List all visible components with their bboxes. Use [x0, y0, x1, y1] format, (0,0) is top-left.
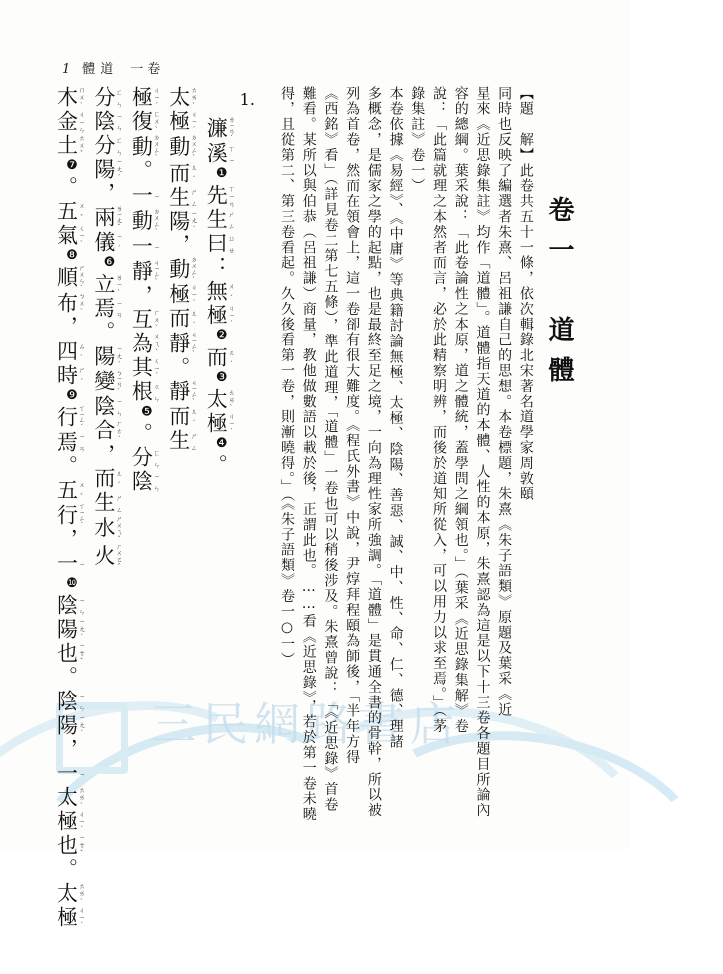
ruby-char: 極 ㄐㄧˊ — [204, 304, 236, 329]
footnote-marker: ❾ — [64, 387, 80, 406]
zhuyin-annotation: ㄇㄨˋ — [77, 86, 86, 110]
footnote-marker: ❹ — [214, 436, 230, 455]
plain-char: 。 — [204, 454, 229, 479]
ruby-char: 陽 ㄧㄤˊ — [91, 158, 123, 182]
zhuyin-annotation: ㄉㄨㄥˋ — [189, 255, 198, 284]
ruby-char: 陰 ㄧㄣ — [91, 395, 123, 420]
ruby-char: 生 ㄕㄥ — [204, 208, 236, 233]
main-passage-column — [160, 86, 197, 810]
plain-char: 。 — [54, 857, 79, 882]
zhuyin-annotation: ㄧㄤˊ — [114, 345, 123, 370]
ruby-char: 極 ㄐㄧˊ — [54, 905, 86, 930]
ruby-char: 靜 ㄐㄧㄥˋ — [166, 331, 198, 358]
ruby-char: 而 ㄦˊ — [204, 346, 236, 371]
ruby-char: 金 ㄐㄧㄣ — [54, 110, 86, 134]
zhuyin-annotation: ㄐㄧˊ — [152, 86, 161, 110]
zhuyin-annotation: ㄐㄧㄥˋ — [152, 259, 161, 286]
zhuyin-annotation: ㄧㄢ — [77, 430, 86, 455]
zhuyin-annotation: ㄐㄧˊ — [227, 304, 236, 329]
ruby-char: 互 ㄏㄨˋ — [129, 308, 161, 333]
plain-char: ， — [91, 443, 116, 468]
commentary-column: 得，且從第二、第三卷看起。久久後看第一卷，則漸曉得。」（《朱子語類》卷一○一） — [278, 86, 295, 668]
ruby-char: 變 ㄅㄧㄢˋ — [91, 369, 123, 396]
ruby-char: 五 ㄨˇ — [54, 200, 86, 224]
running-head-volume: 一卷 — [130, 62, 165, 77]
zhuyin-annotation: ㄐㄧˊ — [77, 809, 86, 834]
ruby-char: 也 ㄧㄝˇ — [54, 641, 86, 666]
zhuyin-annotation: ㄒㄧㄢ — [227, 184, 236, 209]
zhuyin-annotation: ㄧ — [77, 551, 86, 576]
zhuyin-annotation: ㄩㄝ — [227, 232, 236, 257]
zhuyin-annotation: ㄒㄧㄥˊ — [77, 404, 86, 431]
zhuyin-annotation: ㄐㄧㄣ — [77, 110, 86, 134]
ruby-char: 無 ㄨˊ — [204, 280, 236, 305]
ruby-char: 木 ㄇㄨˋ — [54, 86, 86, 110]
zhuyin-annotation: ㄐㄧˊ — [77, 905, 86, 930]
plain-char: 。 — [91, 321, 116, 346]
zhuyin-annotation: ㄒㄧㄥˊ — [77, 502, 86, 530]
ruby-char: 焉 ㄧㄢ — [54, 430, 86, 455]
zhuyin-annotation: ㄕㄨㄟˇ — [114, 515, 123, 543]
page-title: 卷一 道體 — [544, 196, 574, 396]
plain-char: 。 — [54, 665, 79, 690]
zhuyin-annotation: ㄧㄣ — [77, 689, 86, 714]
ruby-char: 分 ㄈㄣ — [91, 134, 123, 158]
ruby-char: 立 ㄌㄧˋ — [91, 273, 123, 298]
commentary-column: 多概念，是儒家之學的起點，也是最終至足之境，一向為理性家所強調。「道體」是貫通全書的骨幹，所以被 — [365, 86, 382, 819]
main-passage-column — [198, 86, 235, 810]
zhuyin-annotation: ㄧ — [152, 183, 161, 208]
ruby-char: 極 ㄐㄧˊ — [54, 809, 86, 834]
ruby-char: 而 ㄦˊ — [166, 307, 198, 332]
zhuyin-annotation: ㄕㄥ — [189, 185, 198, 210]
zhuyin-annotation: ㄏㄨㄛˇ — [114, 542, 123, 571]
ruby-char: 陰 ㄧㄣ — [54, 593, 86, 618]
zhuyin-annotation: ㄐㄧˊ — [189, 283, 198, 308]
zhuyin-annotation: ㄕㄥ — [114, 491, 123, 516]
ruby-char: 一 ㄧ — [54, 761, 86, 786]
zhuyin-annotation: ㄈㄣ — [114, 86, 123, 110]
plain-char: ， — [54, 527, 79, 552]
watermark-text: 三民網路書店 — [150, 697, 462, 751]
footnote-marker: ❼ — [64, 158, 80, 176]
zhuyin-annotation: ㄊㄞˋ — [227, 388, 236, 413]
zhuyin-annotation: ㄌㄧˋ — [114, 273, 123, 298]
zhuyin-annotation: ㄅㄧㄢˋ — [114, 369, 123, 396]
ruby-char: 溪 ㄒㄧ — [204, 142, 236, 167]
ruby-char: 順 ㄕㄨㄣˋ — [54, 264, 86, 292]
zhuyin-annotation: ㄌㄧㄢˊ — [227, 116, 236, 143]
plain-char: ， — [54, 737, 79, 762]
ruby-char: 儀 ㄧˊ — [91, 231, 123, 256]
page-number: 1 — [62, 62, 71, 77]
ruby-char: 濂 ㄌㄧㄢˊ — [204, 116, 236, 143]
ruby-char: 為 ㄨㄟˊ — [129, 332, 161, 357]
ruby-char: 時 ㄕˊ — [54, 363, 86, 388]
zhuyin-annotation: ㄐㄧˊ — [227, 412, 236, 437]
main-passage-column — [48, 86, 86, 930]
ruby-char: 極 ㄐㄧˊ — [129, 86, 161, 110]
commentary-column: 本卷依據《易經》、《中庸》等典籍討論無極、太極、陰陽、善惡、誠、中、性、命、仁、德、理諸 — [387, 86, 404, 750]
zhuyin-annotation: ㄨˊ — [227, 280, 236, 305]
ruby-char: 陽 ㄧㄤˊ — [54, 617, 86, 642]
plain-char: ， — [129, 284, 154, 309]
ruby-char: 曰 ㄩㄝ — [204, 232, 236, 257]
ruby-char: 動 ㄉㄨㄥˋ — [129, 134, 161, 162]
commentary-column: 【題 解】此卷共五十一條，依次輯錄北宋著名道學家周敦頤 — [517, 86, 534, 502]
zhuyin-annotation: ㄧㄣ — [114, 395, 123, 420]
zhuyin-annotation: ㄊㄞˋ — [77, 881, 86, 906]
zhuyin-annotation: ㄧㄤˊ — [114, 158, 123, 182]
commentary-column: 星來《近思錄集註》均作「道體」。道體指天道的本體、人性的本原，朱熹認為這是以下十三卷各題目所論內 — [474, 86, 491, 819]
ruby-char: 而 ㄦˊ — [166, 161, 198, 186]
ruby-char: 生 ㄕㄥ — [166, 185, 198, 210]
ruby-char: 陰 ㄧㄣ — [129, 470, 161, 495]
zhuyin-annotation: ㄍㄣ — [152, 380, 161, 405]
zhuyin-annotation: ㄦˊ — [189, 307, 198, 332]
plain-char: 。 — [129, 422, 154, 447]
zhuyin-annotation: ㄧㄤˊ — [77, 617, 86, 642]
zhuyin-annotation: ㄉㄨㄥˋ — [189, 134, 198, 162]
zhuyin-annotation: ㄐㄧㄥˋ — [189, 331, 198, 358]
zhuyin-annotation: ㄨˇ — [77, 200, 86, 224]
ruby-char: 分 ㄈㄣ — [91, 86, 123, 110]
ruby-char: 合 ㄏㄜˊ — [91, 419, 123, 444]
zhuyin-annotation: ㄧㄣ — [152, 470, 161, 495]
ruby-char: 陽 ㄧㄤˊ — [54, 713, 86, 738]
ruby-char: 極 ㄐㄧˊ — [166, 110, 198, 134]
zhuyin-annotation: ㄧㄤˊ — [189, 209, 198, 234]
plain-char: 。 — [129, 159, 154, 184]
zhuyin-annotation: ㄈㄣ — [152, 446, 161, 471]
zhuyin-annotation: ㄨˇ — [77, 478, 86, 503]
plain-char: 。 — [54, 176, 79, 200]
footnote-marker: ❸ — [214, 370, 230, 389]
ruby-char: 土 ㄊㄨˇ — [54, 134, 86, 158]
zhuyin-annotation: ㄌㄧㄤˇ — [114, 204, 123, 232]
plain-char: ： — [204, 256, 229, 281]
ruby-char: 陽 ㄧㄤˊ — [166, 209, 198, 234]
zhuyin-annotation: ㄑㄧˋ — [77, 224, 86, 248]
ruby-char: 焉 ㄧㄢ — [91, 297, 123, 322]
zhuyin-annotation: ㄑㄧˊ — [152, 356, 161, 381]
zhuyin-annotation: ㄕˊ — [77, 363, 86, 388]
commentary-column: 錄集註》卷一） — [409, 86, 426, 194]
ruby-char: 火 ㄏㄨㄛˇ — [91, 542, 123, 571]
plain-char: ， — [91, 182, 116, 206]
zhuyin-annotation: ㄊㄞˋ — [189, 86, 198, 110]
zhuyin-annotation: ㄏㄜˊ — [114, 419, 123, 444]
ruby-char: 一 ㄧ — [54, 551, 86, 576]
zhuyin-annotation: ㄧㄣ — [114, 110, 123, 134]
zhuyin-annotation: ㄕㄨㄣˋ — [77, 264, 86, 292]
commentary-column: 難看。某所以與伯恭（呂祖謙）商量，教他做數語以載於後，正謂此也。……看《近思錄》，若於第一卷未曉 — [300, 86, 317, 823]
zhuyin-annotation: ㄉㄨㄥˋ — [152, 134, 161, 162]
ruby-char: 水 ㄕㄨㄟˇ — [91, 515, 123, 543]
commentary-column: 容的總綱。葉采說：「此卷論性之本原，道之體統，蓋學問之綱領也。」（葉采《近思錄集解》卷 — [452, 86, 469, 735]
zhuyin-annotation: ㄐㄧㄥˋ — [189, 379, 198, 406]
zhuyin-annotation: ㄦˊ — [227, 346, 236, 371]
plain-char: 。 — [166, 356, 191, 381]
zhuyin-annotation: ㄈㄨˋ — [152, 110, 161, 134]
zhuyin-annotation: ㄙˋ — [77, 339, 86, 364]
ruby-char: 極 ㄐㄧˊ — [204, 412, 236, 437]
zhuyin-annotation: ㄐㄧˊ — [189, 110, 198, 134]
ruby-char: 一 ㄧ — [129, 235, 161, 260]
ruby-char: 氣 ㄑㄧˋ — [54, 224, 86, 248]
footnote-marker: ❷ — [214, 328, 230, 347]
ruby-char: 分 ㄈㄣ — [129, 446, 161, 471]
zhuyin-annotation: ㄉㄨㄥˋ — [152, 207, 161, 236]
ruby-char: 陽 ㄧㄤˊ — [91, 345, 123, 370]
footnote-marker: ❶ — [214, 166, 230, 185]
plain-char: ， — [54, 315, 79, 340]
zhuyin-annotation: ㄧˊ — [114, 231, 123, 256]
ruby-char: 也 ㄧㄝˇ — [54, 833, 86, 858]
vertical-text-body — [0, 86, 630, 930]
ruby-char: 靜 ㄐㄧㄥˋ — [129, 259, 161, 286]
zhuyin-annotation: ㄕㄥ — [227, 208, 236, 233]
zhuyin-annotation: ㄕㄥ — [189, 429, 198, 454]
footnote-marker: ❺ — [139, 404, 155, 423]
zhuyin-annotation: ㄧ — [77, 761, 86, 786]
ruby-char: 動 ㄉㄨㄥˋ — [129, 207, 161, 236]
ruby-char: 而 ㄦˊ — [166, 405, 198, 430]
ruby-char: 而 ㄦˊ — [91, 467, 123, 492]
entry-number: 1. — [239, 90, 255, 109]
footnote-marker: ❽ — [64, 248, 80, 266]
zhuyin-annotation: ㄦˊ — [189, 161, 198, 186]
zhuyin-annotation: ㄧㄝˇ — [77, 833, 86, 858]
zhuyin-annotation: ㄧㄤˊ — [77, 713, 86, 738]
ruby-char: 陰 ㄧㄣ — [91, 110, 123, 134]
ruby-char: 行 ㄒㄧㄥˊ — [54, 502, 86, 530]
zhuyin-annotation: ㄦˊ — [114, 467, 123, 492]
plain-char: 。 — [54, 454, 79, 479]
ruby-char: 先 ㄒㄧㄢ — [204, 184, 236, 209]
footnote-marker: ❻ — [101, 255, 117, 274]
zhuyin-annotation: ㄧㄝˇ — [77, 641, 86, 666]
commentary-column: 列為首卷，然而在領會上，這一卷卻有很大難度。《程氏外書》中說，尹焞拜程頤為師後，「半年方得 — [344, 86, 361, 765]
ruby-char: 陰 ㄧㄣ — [54, 689, 86, 714]
main-passage-column — [123, 86, 160, 810]
plain-char: ， — [166, 233, 191, 258]
ruby-char: 生 ㄕㄥ — [91, 491, 123, 516]
zhuyin-annotation: ㄒㄧ — [227, 142, 236, 167]
ruby-char: 一 ㄧ — [129, 183, 161, 208]
zhuyin-annotation: ㄨㄟˊ — [152, 332, 161, 357]
column-gutter — [259, 86, 272, 810]
ruby-char: 極 ㄐㄧˊ — [166, 283, 198, 308]
zhuyin-annotation: ㄦˊ — [189, 405, 198, 430]
ruby-char: 太 ㄊㄞˋ — [54, 881, 86, 906]
commentary-column: 同時也反映了編選者朱熹、呂祖謙自己的思想。本卷標題，朱熹《朱子語類》原題及葉采《近 — [496, 86, 513, 718]
footnote-marker: ❿ — [64, 575, 80, 594]
zhuyin-annotation: ㄏㄨˋ — [152, 308, 161, 333]
ruby-char: 太 ㄊㄞˋ — [166, 86, 198, 110]
ruby-char: 太 ㄊㄞˋ — [54, 785, 86, 810]
zhuyin-annotation: ㄅㄨˋ — [77, 291, 86, 316]
zhuyin-annotation: ㄧㄣ — [77, 593, 86, 618]
ruby-char: 布 ㄅㄨˋ — [54, 291, 86, 316]
ruby-char: 動 ㄉㄨㄥˋ — [166, 134, 198, 162]
ruby-char: 五 ㄨˇ — [54, 478, 86, 503]
commentary-column: 《西銘》看」（詳見卷二第七五條），準此道理，「道體」一卷也可以稍後涉及。朱熹曾說：「《近思錄》首卷 — [322, 86, 339, 813]
ruby-char: 根 ㄍㄣ — [129, 380, 161, 405]
ruby-char: 復 ㄈㄨˋ — [129, 110, 161, 134]
ruby-char: 太 ㄊㄞˋ — [204, 388, 236, 413]
zhuyin-annotation: ㄈㄣ — [114, 134, 123, 158]
ruby-char: 生 ㄕㄥ — [166, 429, 198, 454]
ruby-char: 其 ㄑㄧˊ — [129, 356, 161, 381]
zhuyin-annotation: ㄊㄨˇ — [77, 134, 86, 158]
main-passage-column — [85, 86, 122, 810]
running-head — [62, 58, 164, 77]
zhuyin-annotation: ㄊㄞˋ — [77, 785, 86, 810]
zhuyin-annotation: ㄧㄢ — [114, 297, 123, 322]
ruby-char: 兩 ㄌㄧㄤˇ — [91, 204, 123, 232]
ruby-char: 動 ㄉㄨㄥˋ — [166, 255, 198, 284]
zhuyin-annotation: ㄧ — [152, 235, 161, 260]
ruby-char: 行 ㄒㄧㄥˊ — [54, 404, 86, 431]
commentary-column: 說：「此篇就理之本然者而言，必於此精察明辨，而後於道知所從入，可以用力以求至焉。」（茅 — [431, 86, 448, 735]
ruby-char: 靜 ㄐㄧㄥˋ — [166, 379, 198, 406]
ruby-char: 四 ㄙˋ — [54, 339, 86, 364]
running-head-title: 體道 — [82, 62, 119, 77]
